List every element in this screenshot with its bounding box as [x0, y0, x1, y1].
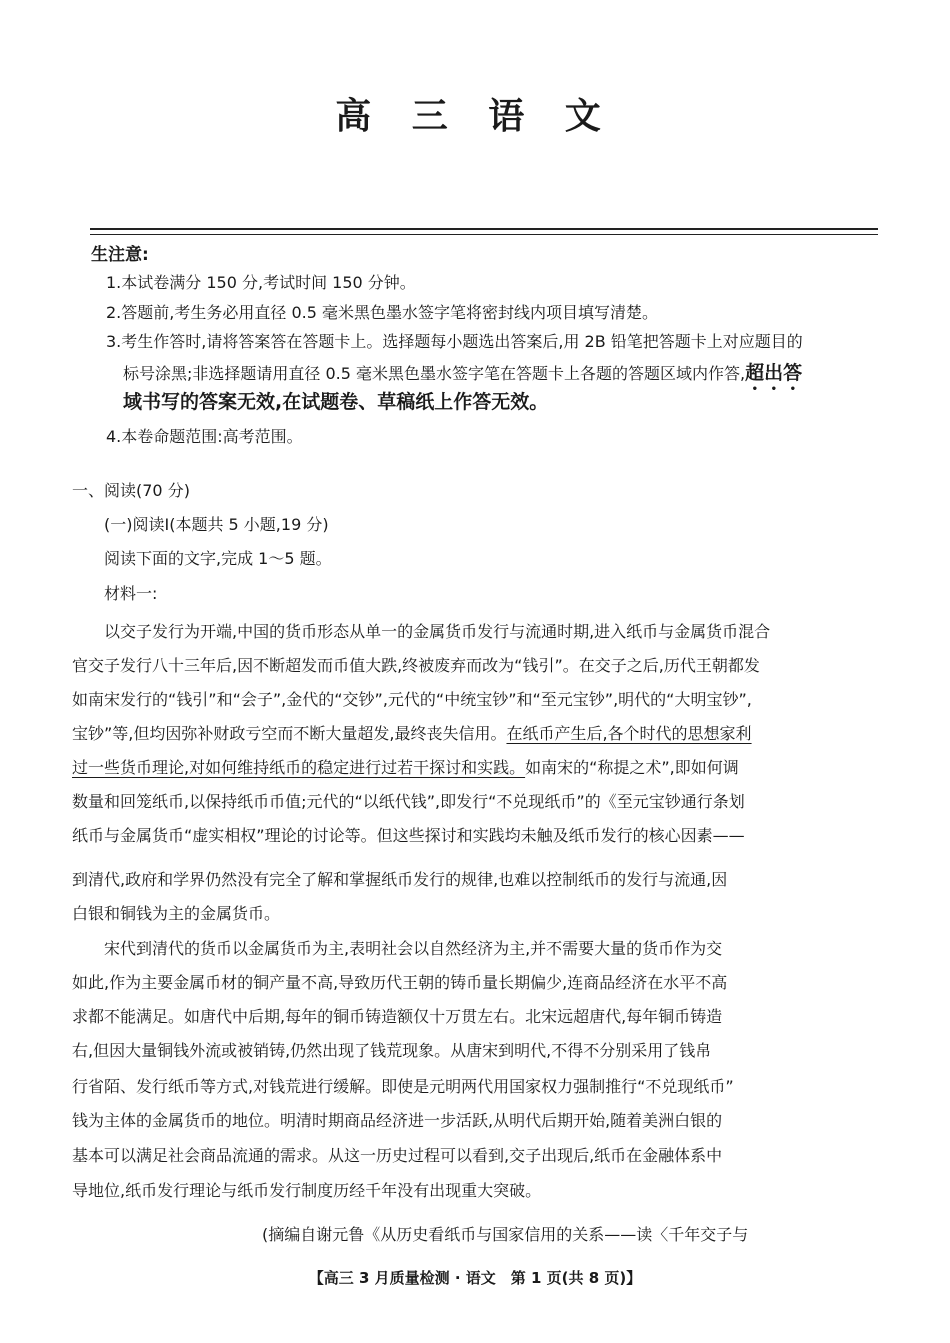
paragraph1-underlined-start: 在纸币产生后,各个时代的思想家利: [506, 724, 752, 743]
notice-item-4: 4.本卷命题范围:高考范围。: [106, 427, 303, 446]
paragraph1-line-7: 纸币与金属货币“虚实相权”理论的讨论等。但这些探讨和实践均未触及纸币发行的核心因素——: [72, 826, 745, 845]
paragraph1-underlined-end: 过一些货币理论,对如何维持纸币的稳定进行过若干探讨和实践。: [72, 758, 526, 777]
paragraph2-line-8: 导地位,纸币发行理论与纸币发行制度历经千年没有出现重大突破。: [72, 1181, 542, 1200]
page-footer: 【高三 3 月质量检测 · 语文 第 1 页(共 8 页)】: [308, 1269, 642, 1287]
header-divider: [90, 228, 878, 230]
paragraph1-line-5-text: 如南宋的“称提之术”,即如何调: [525, 758, 739, 777]
paragraph1-line-9: 白银和铜钱为主的金属货币。: [72, 904, 281, 923]
paragraph2-line-6: 钱为主体的金属货币的地位。明清时期商品经济进一步活跃,从明代后期开始,随着美洲白银的: [72, 1111, 723, 1130]
paragraph2-line-3: 求都不能满足。如唐代中后期,每年的铜币铸造额仅十万贯左右。北宋远超唐代,每年铜币铸造: [72, 1007, 723, 1026]
notice-emphasis-text: 超出答: [745, 362, 803, 384]
material-label: 材料一:: [104, 584, 158, 603]
paragraph2-line-4: 右,但因大量铜钱外流或被销铸,仍然出现了钱荒现象。从唐宋到明代,不得不分别采用了钱帛: [72, 1041, 712, 1060]
section-instruction: 阅读下面的文字,完成 1～5 题。: [104, 549, 332, 568]
section-sub-heading: (一)阅读Ⅰ(本题共 5 小题,19 分): [104, 515, 329, 534]
paragraph1-line-5: [72, 758, 739, 778]
notice-item-1: 1.本试卷满分 150 分,考试时间 150 分钟。: [106, 273, 416, 292]
citation: (摘编自谢元鲁《从历史看纸币与国家信用的关系——读〈千年交子与: [262, 1225, 749, 1244]
notice-item-2: 2.答题前,考生务必用直径 0.5 毫米黑色墨水签字笔将密封线内项目填写清楚。: [106, 303, 658, 322]
notice-item-3: 3.考生作答时,请将答案答在答题卡上。选择题每小题选出答案后,用 2B 铅笔把答题卡上对应题目的: [106, 332, 803, 351]
paragraph1-line-2: 官交子发行八十三年后,因不断超发而币值大跌,终被废弃而改为“钱引”。在交子之后,历代王朝都发: [72, 656, 760, 675]
notice-item-3-cont-text: 标号涂黑;非选择题请用直径 0.5 毫米黑色墨水签字笔在答题卡上各题的答题区域内作答,: [123, 364, 746, 383]
notice-heading: 生注意:: [91, 245, 149, 265]
paragraph1-line-4: [72, 724, 752, 744]
section-heading: 一、阅读(70 分): [72, 481, 190, 500]
page-title: 高 三 语 文: [335, 95, 615, 137]
paragraph1-line-4-text: 宝钞”等,但均因弥补财政亏空而不断大量超发,最终丧失信用。: [72, 724, 507, 743]
notice-item-3-warning: 域书写的答案无效,在试题卷、草稿纸上作答无效。: [123, 391, 549, 413]
header-divider-thin: [90, 234, 878, 235]
paragraph1-line-8: 到清代,政府和学界仍然没有完全了解和掌握纸币发行的规律,也难以控制纸币的发行与流通,因: [72, 870, 728, 889]
paragraph2-line-5: 行省陌、发行纸币等方式,对钱荒进行缓解。即使是元明两代用国家权力强制推行“不兑现纸币”: [72, 1077, 734, 1096]
paragraph1-line-1: 以交子发行为开端,中国的货币形态从单一的金属货币发行与流通时期,进入纸币与金属货币混合: [104, 622, 771, 641]
paragraph2-line-7: 基本可以满足社会商品流通的需求。从这一历史过程可以看到,交子出现后,纸币在金融体系中: [72, 1146, 723, 1165]
paragraph1-line-3: 如南宋发行的“钱引”和“会子”,金代的“交钞”,元代的“中统宝钞”和“至元宝钞”,明代的“大明宝钞”,: [72, 690, 752, 709]
paragraph2-line-1: 宋代到清代的货币以金属货币为主,表明社会以自然经济为主,并不需要大量的货币作为交: [104, 939, 723, 958]
paragraph2-line-2: 如此,作为主要金属币材的铜产量不高,导致历代王朝的铸币量长期偏少,连商品经济在水平不高: [72, 973, 728, 992]
paragraph1-line-6: 数量和回笼纸币,以保持纸币币值;元代的“以纸代钱”,即发行“不兑现纸币”的《至元宝钞通行条划: [72, 792, 745, 811]
